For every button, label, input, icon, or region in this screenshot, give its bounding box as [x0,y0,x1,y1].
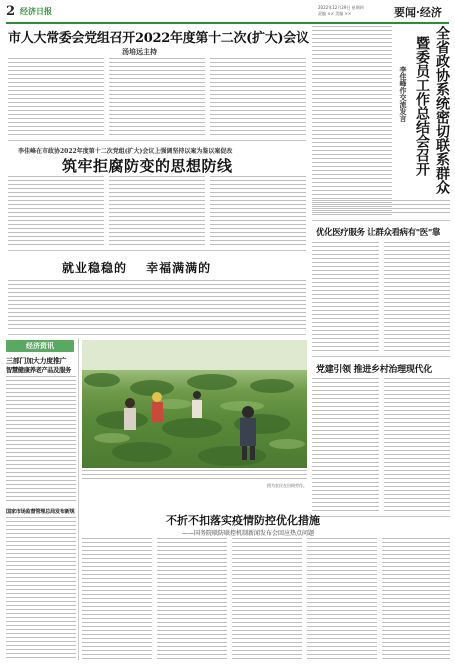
article3-title: 就业稳稳的 幸福满满的 [62,261,212,275]
text-column [109,176,205,246]
sidebar-title-1: 三部门加大力度推广 [6,357,67,365]
sidebar-badge-label: 经济资讯 [26,342,54,350]
article6-subtitle: ——国务院联防联控机制新闻发布会回应热点问题 [182,530,315,537]
sidebar-title-2: 智慧健康养老产品及服务 [6,367,71,374]
photo-scene [82,340,307,468]
article6-title: 不折不扣落实疫情防控优化措施 [166,514,320,527]
divider [8,334,306,335]
text-column [82,538,152,660]
article2-title: 筑牢拒腐防变的思想防线 [62,157,233,175]
section-title: 要闻·经济 [394,6,442,19]
paper-name: 经济日报 [20,7,52,16]
text-column [8,176,104,246]
text-column [312,242,379,352]
article4-title: 优化医疗服务 让群众看病有"医"靠 [316,228,441,238]
text-column [232,538,302,660]
header-rule [6,22,449,24]
side-article [312,26,450,220]
article2-lead: 李佳峰在市政协2022年度第十二次党组(扩大)会议上强调坚持以案为鉴以案促改 [18,148,233,155]
page-number: 2 [6,4,16,19]
sidebar-badge [6,340,74,352]
article4-body [312,242,450,352]
farmer-figure [152,392,163,422]
farmer-figure [192,391,202,418]
side-article-title-2: 暨委员工作总结会召开 [414,36,430,176]
text-column [307,538,377,660]
farmer-figure [124,398,136,430]
photo-farmers [82,340,307,468]
text-column [384,378,451,512]
photo-caption: 图为农民在田间劳作。 [267,483,307,488]
article3-body [8,280,306,330]
article2-body [8,176,306,246]
text-column [157,538,227,660]
date-line: 2022年12月29日 星期四 [318,5,364,10]
article6-body [82,538,450,660]
divider [8,140,306,141]
side-article-body-bottom [312,200,450,216]
text-column [210,176,306,246]
divider [312,220,450,221]
side-article-subtitle: 李佳峰作交流发言 [399,66,408,122]
divider [312,356,450,357]
article1-title: 市人大常委会党组召开2022年度第十二次(扩大)会议 [8,31,309,46]
side-article-title-1: 全省政协系统密切联系群众 [434,26,450,194]
text-column [384,242,451,352]
sidebar-body [6,376,76,504]
sidebar-body-2 [6,517,76,659]
divider [8,250,306,251]
sidebar-separator [78,338,79,660]
article1-body-lower [8,63,306,135]
text-column [382,538,450,660]
article5-body [312,378,450,512]
text-column [312,378,379,512]
article1-subtitle: 汤培远主持 [122,48,157,56]
masthead [6,4,449,22]
side-article-body [312,26,392,216]
photo-caption-text [82,470,307,482]
editor-line: 责编 ×× 美编 ×× [318,11,352,16]
sidebar-title-3: 国家市场监督管理总局发布新规 [6,509,75,515]
article5-title: 党建引领 推进乡村治理现代化 [316,365,432,375]
